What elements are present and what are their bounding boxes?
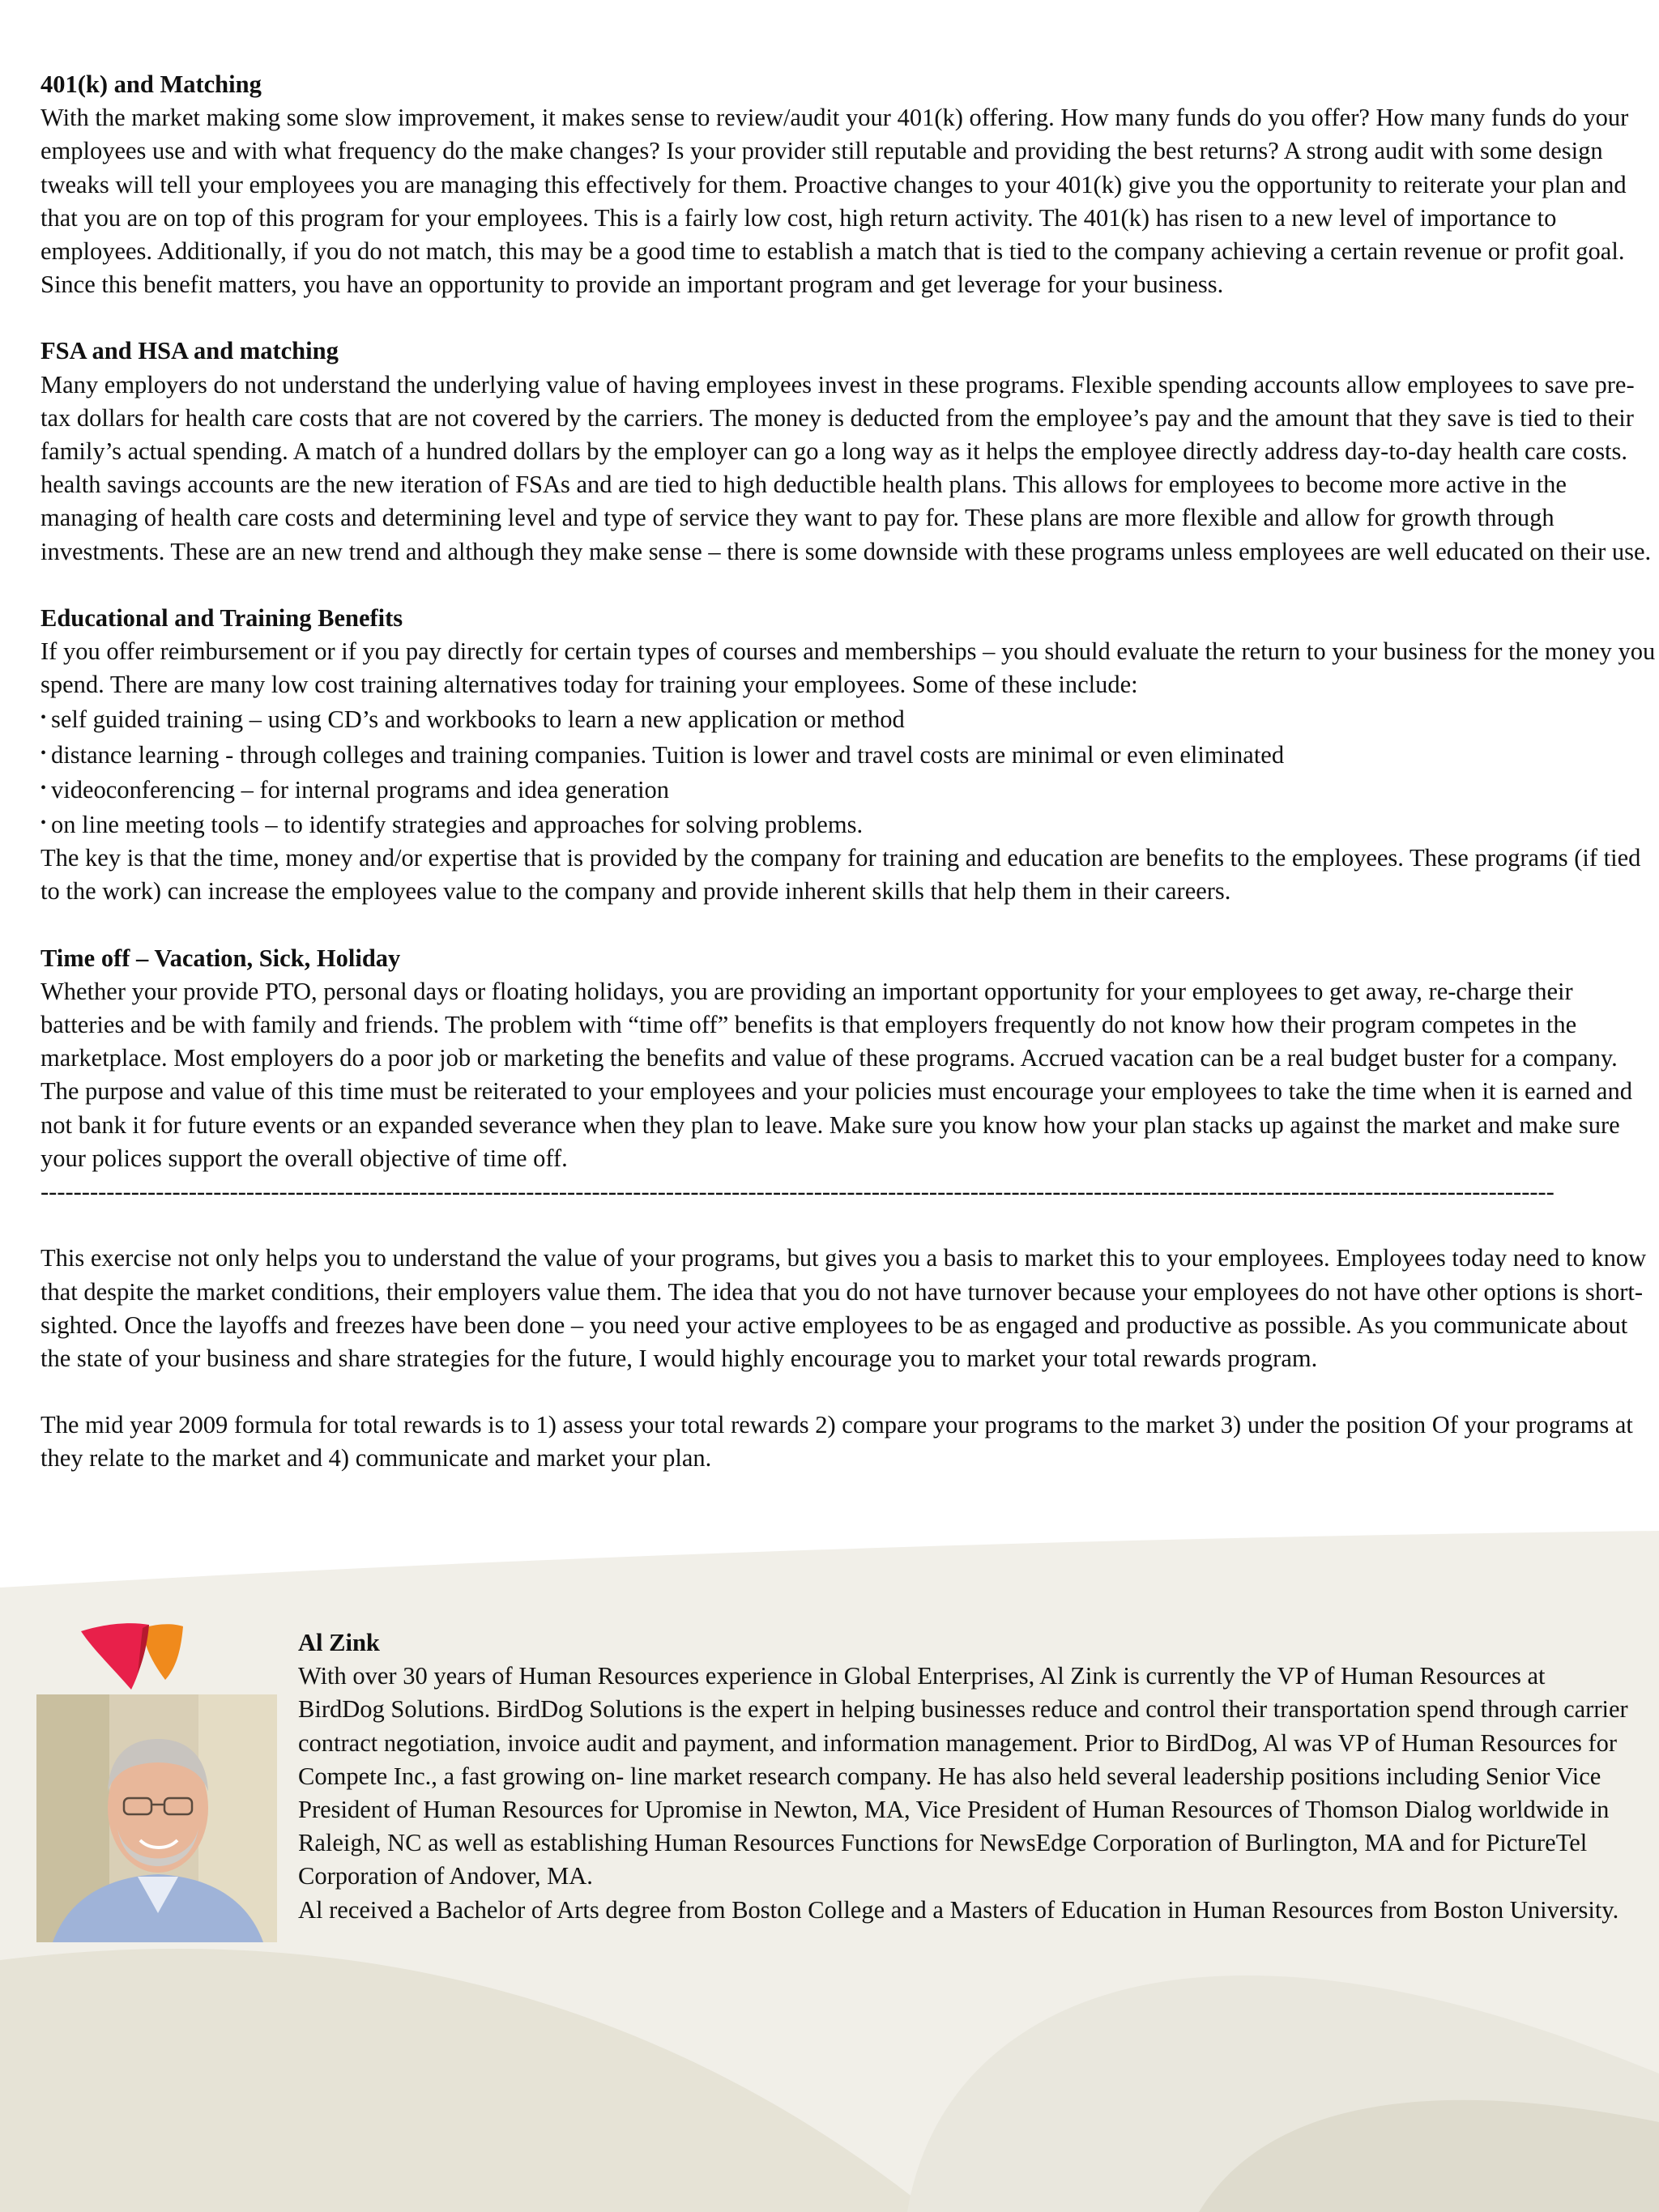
section-heading: Time off – Vacation, Sick, Holiday [41,944,401,972]
section-paragraph: Many employers do not understand the underlying value of having employees invest in these programs. Flexible spending accounts allow employees to save pre-tax dollars for health care costs that are not covered by the carriers. The money is deducted from the employee’s pay and the amount that they save is tied to their family’s actual spending. A match of a hundred dollars by the employer can go a long way as it helps the employee directly address day-to-day health care costs. [41,370,1635,466]
section-paragraph: With the market making some slow improvement, it makes sense to review/audit your 401(k) offering. How many funds do you offer? How many funds do your employees use and with what frequency do the make changes? Is your provider still reputable and providing the best returns? A strong audit with some design tweaks will tell your employees you are managing this effectively for them. Proactive changes to your 401(k) give you the opportunity to reiterate your plan and that you are on top of this program for your employees. This is a fairly low cost, high return activity. The 401(k) has risen to a new level of importance to employees. Additionally, if you do not match, this may be a good time to establish a match that is tied to the company achieving a certain revenue or profit goal. Since this benefit matters, you have an opportunity to provide an important program and get leverage for your business. [41,104,1629,299]
bullet-icon: • [41,814,47,833]
bullet-icon: • [41,778,47,797]
section-heading: FSA and HSA and matching [41,337,339,365]
list-item-text: distance learning - through colleges and training companies. Tuition is lower and travel costs are minimal or even eliminated [51,740,1285,769]
bio-education: Al received a Bachelor of Arts degree from Boston College and a Masters of Education in Human Resources from Boston University. [298,1895,1619,1924]
list-item [41,772,1657,807]
closing-paragraph: The mid year 2009 formula for total rewards is to 1) assess your total rewards 2) compare your programs to the market 3) under the position Of your programs at they relate to the market and 4) communicate and market your plan. [41,1411,1633,1473]
list-item [41,737,1657,772]
dashed-divider: ---------------------------------------------------------------------------------------------------------------------------------------------------------------------------------------- [41,1178,1555,1206]
article-body [41,68,1657,1509]
list-item [41,701,1657,736]
bullet-icon: • [41,709,47,727]
author-name: Al Zink [298,1629,380,1656]
bio-paragraph: With over 30 years of Human Resources experience in Global Enterprises, Al Zink is currently the VP of Human Resources at BirdDog Solutions. BirdDog Solutions is the expert in helping businesses reduce and control their transportation spend through carrier contract negotiation, invoice audit and payment, and information management. Prior to BirdDog, Al was VP of Human Resources for Compete Inc., a fast growing on- line market research company. He has also held several leadership positions including Senior Vice President of Human Resources for Upromise in Newton, MA, Vice President of Human Resources of Thomson Dialog worldwide in Raleigh, NC as well as establishing Human Resources Functions for NewsEdge Corporation of Burlington, MA and for PictureTel Corporation of Andover, MA. [298,1662,1628,1890]
company-logo-icon [75,1620,188,1693]
list-item-text: self guided training – using CD’s and workbooks to learn a new application or method [51,705,905,734]
section-heading: Educational and Training Benefits [41,603,403,632]
section-time-off [41,942,1657,1175]
section-education [41,602,1657,909]
section-intro: If you offer reimbursement or if you pay directly for certain types of courses and memberships – you should evaluate the return to your business for the money you spend. There are many low cost training alternatives today for training your employees. Some of these include: [41,637,1656,699]
section-paragraph: Whether your provide PTO, personal days or floating holidays, you are providing an important opportunity for your employees to get away, re-charge their batteries and be with family and friends. The problem with “time off” benefits is that employers frequently do not know how their program competes in the marketplace. Most employers do a poor job or marketing the benefits and value of these programs. Accrued vacation can be a real budget buster for a company. The purpose and value of this time must be reiterated to your employees and your policies must encourage your employees to take the time when it is earned and not bank it for future events or an expanded severance when they plan to leave. Make sure you know how your plan stacks up against the market and make sure your polices support the overall objective of time off. [41,977,1632,1172]
list-item-text: videoconferencing – for internal programs and idea generation [51,775,670,803]
closing-paragraph: This exercise not only helps you to understand the value of your programs, but gives you a basis to market this to your employees. Employees today need to know that despite the market conditions, their employers value them. The idea that you do not have turnover because your employees do not have other options is short-sighted. Once the layoffs and freezes have been done – you need your active employees to be as engaged and productive as possible. As you communicate about the state of your business and share strategies for the future, I would highly encourage you to market your total rewards program. [41,1244,1647,1372]
bio-text [298,1626,1635,1927]
bullet-icon: • [41,744,47,762]
section-fsa-hsa [41,335,1657,568]
author-photo [36,1694,277,1942]
list-item-text: on line meeting tools – to identify strategies and approaches for solving problems. [51,811,864,839]
author-bio [0,1620,1659,2009]
list-item [41,807,1657,842]
section-paragraph: health savings accounts are the new iteration of FSAs and are tied to high deductible health plans. This allows for employees to become more active in the managing of health care costs and determining level and type of service they want to pay for. These plans are more flexible and allow for growth through investments. These are an new trend and although they make sense – there is some downside with these programs unless employees are well educated on their use. [41,471,1652,565]
section-401k [41,68,1657,301]
section-heading: 401(k) and Matching [41,70,262,98]
bullet-list [41,701,1657,842]
section-outro: The key is that the time, money and/or expertise that is provided by the company for training and education are benefits to the employees. These programs (if tied to the work) can increase the employees value to the company and provide inherent skills that help them in their careers. [41,844,1641,906]
